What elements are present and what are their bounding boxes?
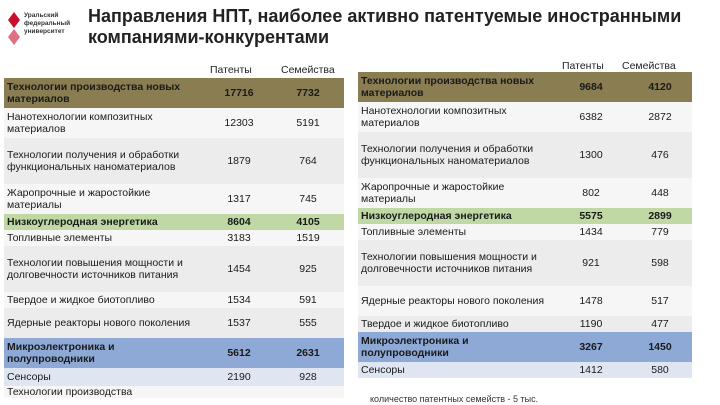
- row-name: Технологии получения и обработки функциональных наноматериалов: [4, 138, 206, 184]
- row-patents: 6382: [554, 102, 628, 132]
- row-name: Технологии повышения мощности и долговечности источников питания: [4, 246, 206, 292]
- table-row: [4, 308, 344, 338]
- row-families: 764: [272, 138, 344, 184]
- row-name: Микроэлектроника и полупроводники: [358, 332, 554, 362]
- row-patents: 1317: [206, 184, 272, 214]
- row-name: Жаропрочные и жаростойкие материалы: [4, 184, 206, 214]
- row-families: 580: [628, 362, 692, 378]
- table-row: [358, 316, 692, 332]
- table-row: [4, 138, 344, 184]
- table-row: [4, 292, 344, 308]
- row-name: Низкоуглеродная энергетика: [358, 208, 554, 224]
- logo-text: [24, 12, 88, 36]
- table-row: [4, 386, 344, 398]
- row-families: 928: [272, 368, 344, 386]
- row-name: Сенсоры: [4, 368, 206, 386]
- row-patents: 1434: [554, 224, 628, 240]
- row-patents: 1537: [206, 308, 272, 338]
- left-patents-table: [4, 78, 344, 398]
- logo-line: университет: [24, 28, 65, 35]
- row-name: Жаропрочные и жаростойкие материалы: [358, 178, 554, 208]
- row-families: 2631: [272, 338, 344, 368]
- row-patents: 5575: [554, 208, 628, 224]
- table-row: [4, 246, 344, 292]
- row-patents: 1478: [554, 286, 628, 316]
- table-row: [358, 102, 692, 132]
- logo-line: Уральский: [24, 12, 59, 19]
- row-families: 4105: [272, 214, 344, 230]
- row-families: 779: [628, 224, 692, 240]
- row-families: 1519: [272, 230, 344, 246]
- row-patents: 3183: [206, 230, 272, 246]
- row-patents: 1879: [206, 138, 272, 184]
- university-logo: [8, 10, 88, 50]
- row-patents: 1412: [554, 362, 628, 378]
- row-patents: 17716: [206, 78, 272, 108]
- row-patents: 921: [554, 240, 628, 286]
- table-row: [4, 230, 344, 246]
- row-families: [272, 386, 344, 398]
- row-families: 591: [272, 292, 344, 308]
- row-patents: 3267: [554, 332, 628, 362]
- row-families: 1450: [628, 332, 692, 362]
- row-patents: 9684: [554, 72, 628, 102]
- table-row: [4, 108, 344, 138]
- row-patents: [206, 386, 272, 398]
- row-name: Ядерные реакторы нового поколения: [358, 286, 554, 316]
- table-row: [358, 132, 692, 178]
- row-families: 448: [628, 178, 692, 208]
- table-row: [358, 224, 692, 240]
- row-patents: 5612: [206, 338, 272, 368]
- left-header-patents: Патенты: [210, 64, 252, 76]
- row-patents: 1454: [206, 246, 272, 292]
- right-patents-table: [358, 72, 692, 378]
- row-families: 925: [272, 246, 344, 292]
- table-row: [4, 184, 344, 214]
- row-name: Твердое и жидкое биотопливо: [4, 292, 206, 308]
- table-row: [4, 338, 344, 368]
- row-name: Технологии производства новых материалов: [358, 72, 554, 102]
- right-header-patents: Патенты: [562, 60, 604, 72]
- row-families: 7732: [272, 78, 344, 108]
- row-name: Технологии получения и обработки функциональных наноматериалов: [358, 132, 554, 178]
- row-patents: 1534: [206, 292, 272, 308]
- table-row: [358, 362, 692, 378]
- row-name: Сенсоры: [358, 362, 554, 378]
- row-patents: 1190: [554, 316, 628, 332]
- row-name: Нанотехнологии композитных материалов: [4, 108, 206, 138]
- row-name: Технологии повышения мощности и долговечности источников питания: [358, 240, 554, 286]
- row-patents: 12303: [206, 108, 272, 138]
- row-name: Микроэлектроника и полупроводники: [4, 338, 206, 368]
- row-name: Низкоуглеродная энергетика: [4, 214, 206, 230]
- row-families: 477: [628, 316, 692, 332]
- logo-line: федеральный: [24, 20, 71, 27]
- slide-title: Направления НПТ, наиболее активно патентуемые иностранными компаниями-конкурентами: [88, 6, 682, 47]
- table-row: [358, 72, 692, 102]
- table-row: [4, 78, 344, 108]
- row-families: 555: [272, 308, 344, 338]
- right-header-families: Семейства: [622, 60, 676, 72]
- table-row: [4, 214, 344, 230]
- row-families: 517: [628, 286, 692, 316]
- table-row: [358, 286, 692, 316]
- table-row: [358, 178, 692, 208]
- row-families: 2872: [628, 102, 692, 132]
- logo-mark-icon: [8, 12, 20, 46]
- row-name: Ядерные реакторы нового поколения: [4, 308, 206, 338]
- row-families: 476: [628, 132, 692, 178]
- footnote: количество патентных семейств - 5 тыс.: [370, 394, 539, 404]
- row-name: Топливные элементы: [358, 224, 554, 240]
- row-patents: 8604: [206, 214, 272, 230]
- row-name: Твердое и жидкое биотопливо: [358, 316, 554, 332]
- row-families: 4120: [628, 72, 692, 102]
- row-name: Нанотехнологии композитных материалов: [358, 102, 554, 132]
- table-row: [358, 208, 692, 224]
- row-families: 598: [628, 240, 692, 286]
- row-families: 5191: [272, 108, 344, 138]
- table-row: [358, 332, 692, 362]
- row-families: 2899: [628, 208, 692, 224]
- row-families: 745: [272, 184, 344, 214]
- row-patents: 2190: [206, 368, 272, 386]
- row-patents: 1300: [554, 132, 628, 178]
- row-name: Технологии производства: [4, 386, 206, 398]
- row-name: Топливные элементы: [4, 230, 206, 246]
- table-row: [4, 368, 344, 386]
- row-name: Технологии производства новых материалов: [4, 78, 206, 108]
- left-header-families: Семейства: [281, 64, 335, 76]
- table-row: [358, 240, 692, 286]
- row-patents: 802: [554, 178, 628, 208]
